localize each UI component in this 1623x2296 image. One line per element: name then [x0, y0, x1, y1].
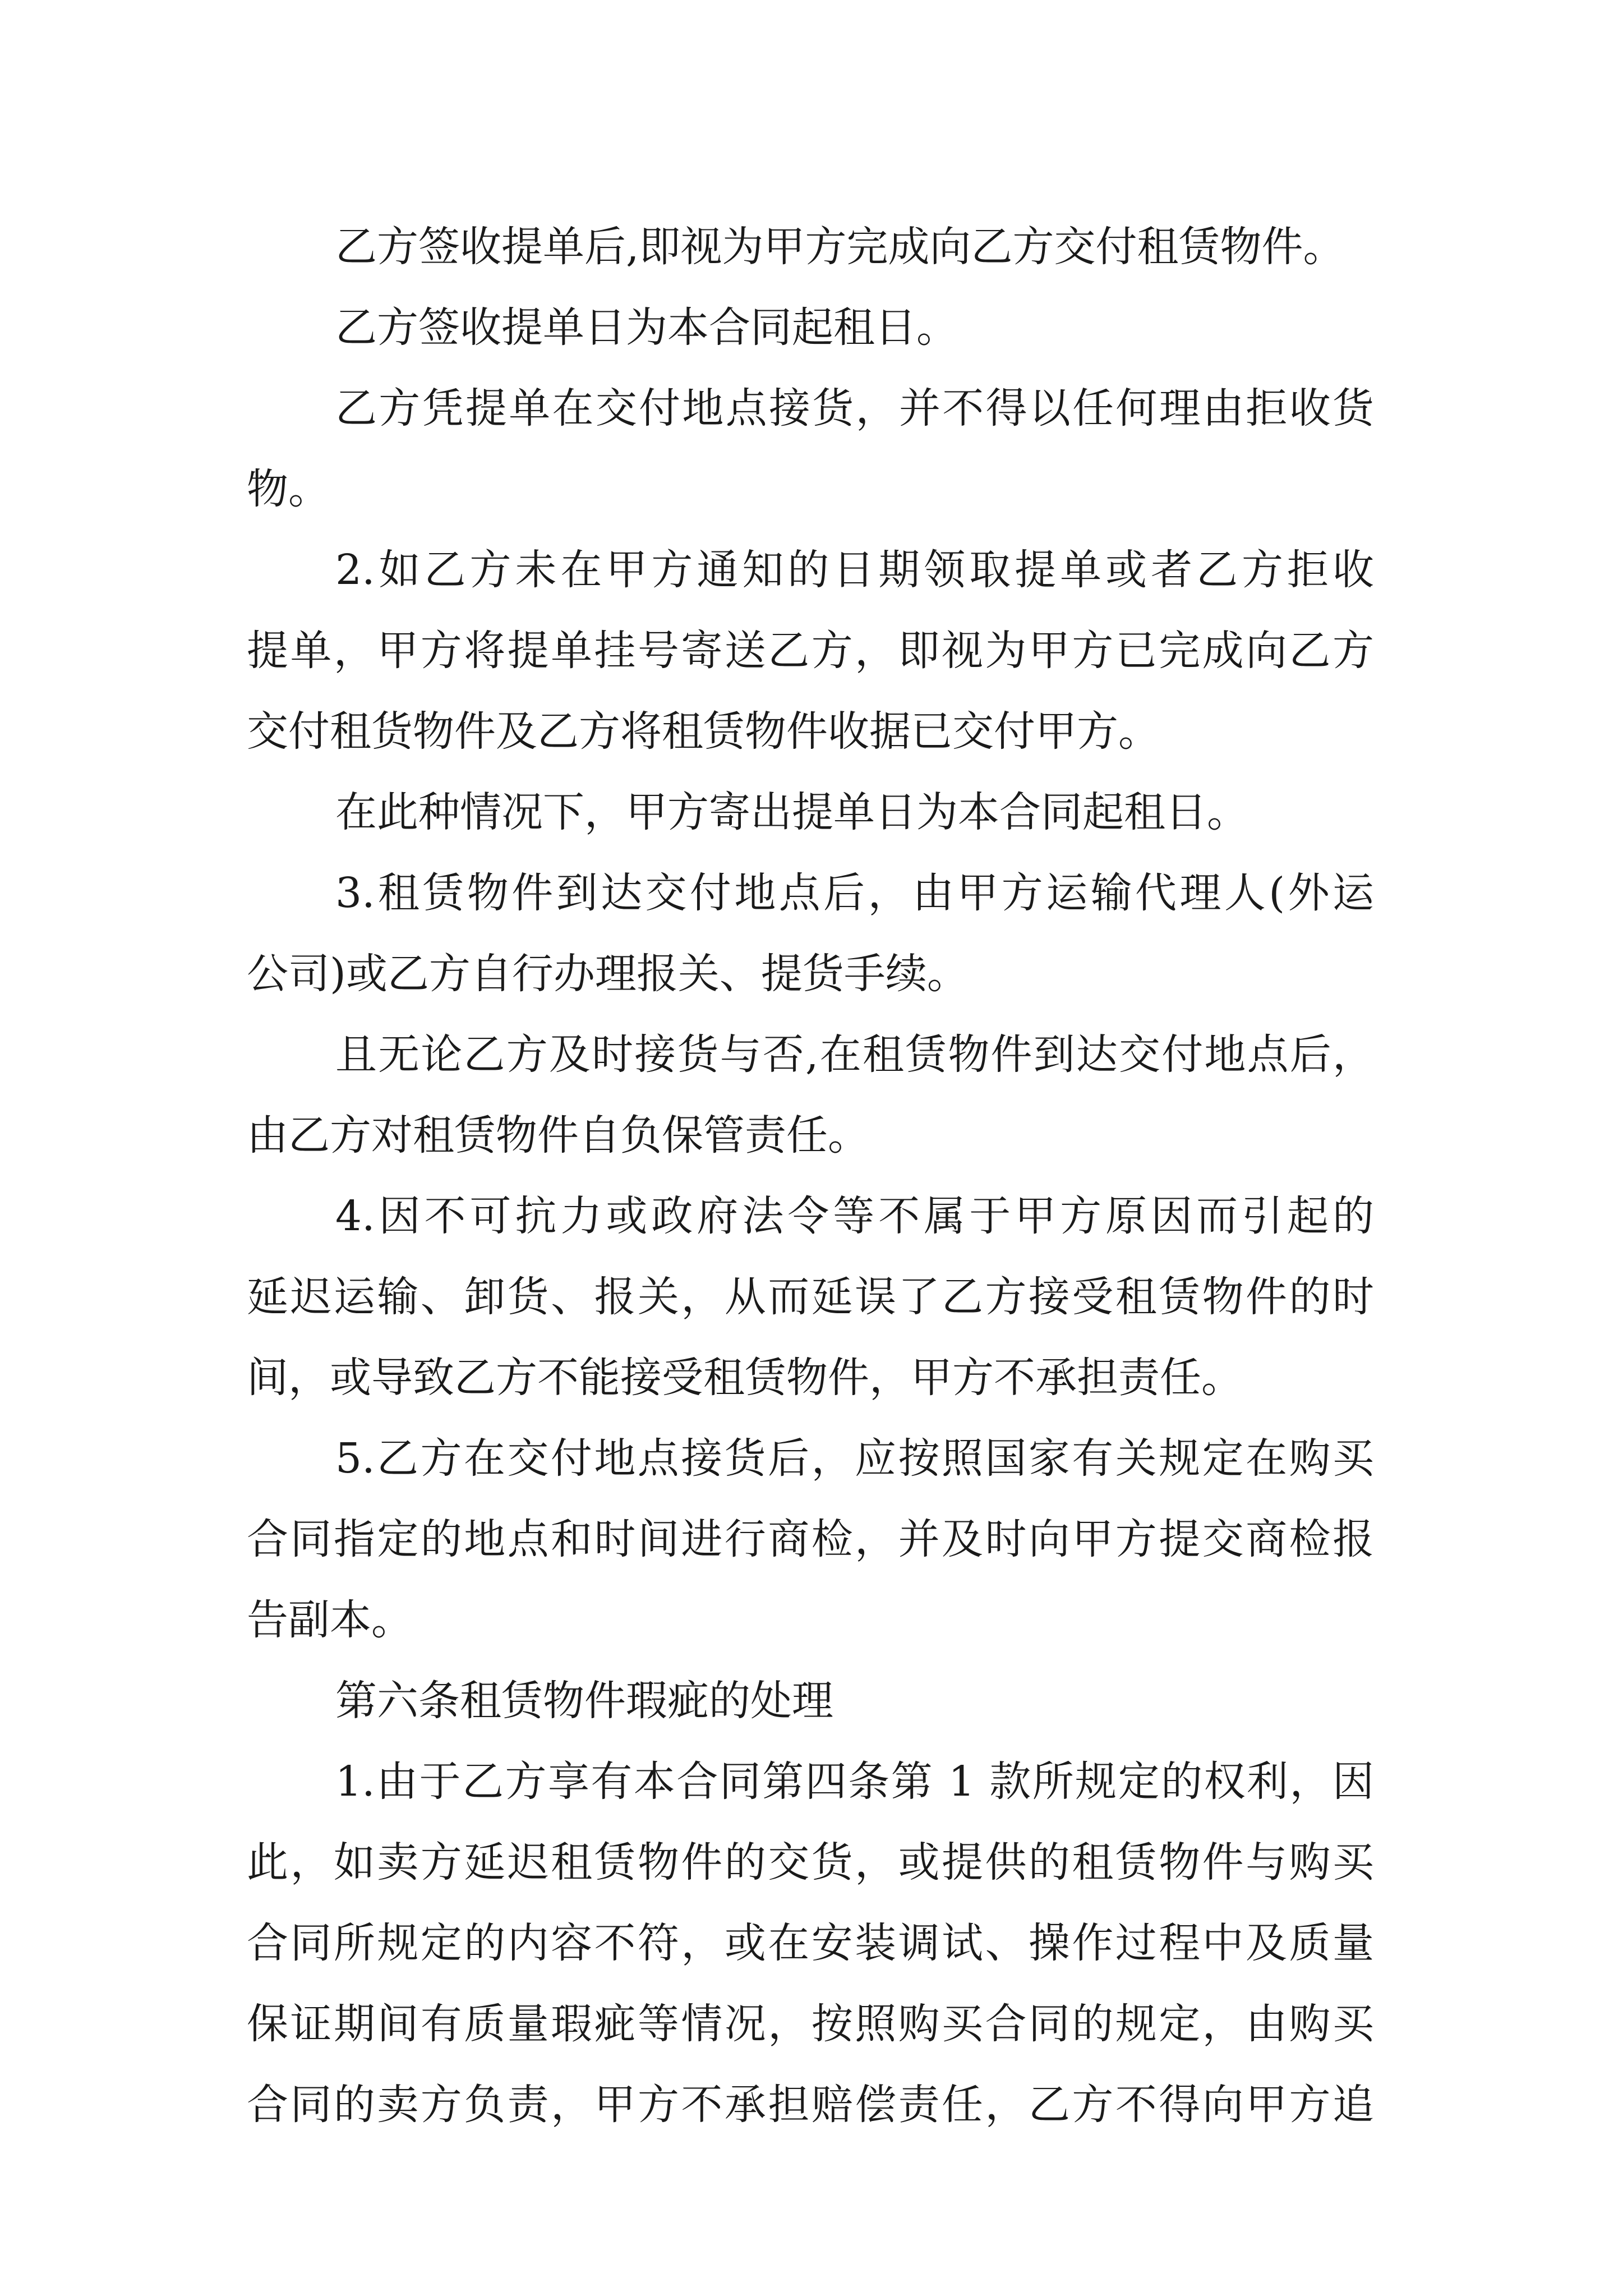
- text-line: 乙方凭提单在交付地点接货，并不得以任何理由拒收货: [335, 384, 1374, 432]
- text-line: 合同所规定的内容不符，或在安装调试、操作过程中及质量: [247, 1919, 1374, 1967]
- text-line: 3.租赁物件到达交付地点后，由甲方运输代理人(外运: [335, 869, 1374, 917]
- text-line: 提单，甲方将提单挂号寄送乙方，即视为甲方已完成向乙方: [247, 627, 1374, 675]
- text-line: 延迟运输、卸货、报关，从而延误了乙方接受租赁物件的时: [247, 1273, 1374, 1321]
- text-line: 保证期间有质量瑕疵等情况，按照购买合同的规定，由购买: [247, 2000, 1374, 2048]
- text-line: 此，如卖方延迟租赁物件的交货，或提供的租赁物件与购买: [247, 1838, 1374, 1887]
- text-line: 间，或导致乙方不能接受租赁物件，甲方不承担责任。: [247, 1354, 1243, 1402]
- text-line: 公司)或乙方自行办理报关、提货手续。: [247, 950, 969, 998]
- section-heading: 第六条租赁物件瑕疵的处理: [335, 1677, 833, 1725]
- text-line: 2.如乙方未在甲方通知的日期领取提单或者乙方拒收: [335, 546, 1374, 594]
- text-line: 乙方签收提单后,即视为甲方完成向乙方交付租赁物件。: [335, 223, 1345, 271]
- document-body: [247, 206, 1374, 2145]
- text-line: 告副本。: [247, 1596, 413, 1644]
- text-line: 且无论乙方及时接货与否,在租赁物件到达交付地点后，: [335, 1030, 1374, 1079]
- text-line: 由乙方对租赁物件自负保管责任。: [247, 1111, 869, 1159]
- text-line: 合同的卖方负责，甲方不承担赔偿责任，乙方不得向甲方追: [247, 2081, 1374, 2129]
- text-line: 1.由于乙方享有本合同第四条第 1 款所规定的权利，因: [335, 1757, 1374, 1806]
- text-line: 在此种情况下，甲方寄出提单日为本合同起租日。: [335, 788, 1248, 836]
- text-line: 物。: [247, 465, 330, 513]
- text-line: 交付租货物件及乙方将租赁物件收据已交付甲方。: [247, 707, 1160, 756]
- text-line: 5.乙方在交付地点接货后，应按照国家有关规定在购买: [335, 1434, 1374, 1483]
- text-line: 合同指定的地点和时间进行商检，并及时向甲方提交商检报: [247, 1515, 1374, 1563]
- text-line: 4.因不可抗力或政府法令等不属于甲方原因而引起的: [335, 1192, 1374, 1240]
- text-line: 乙方签收提单日为本合同起租日。: [335, 303, 958, 352]
